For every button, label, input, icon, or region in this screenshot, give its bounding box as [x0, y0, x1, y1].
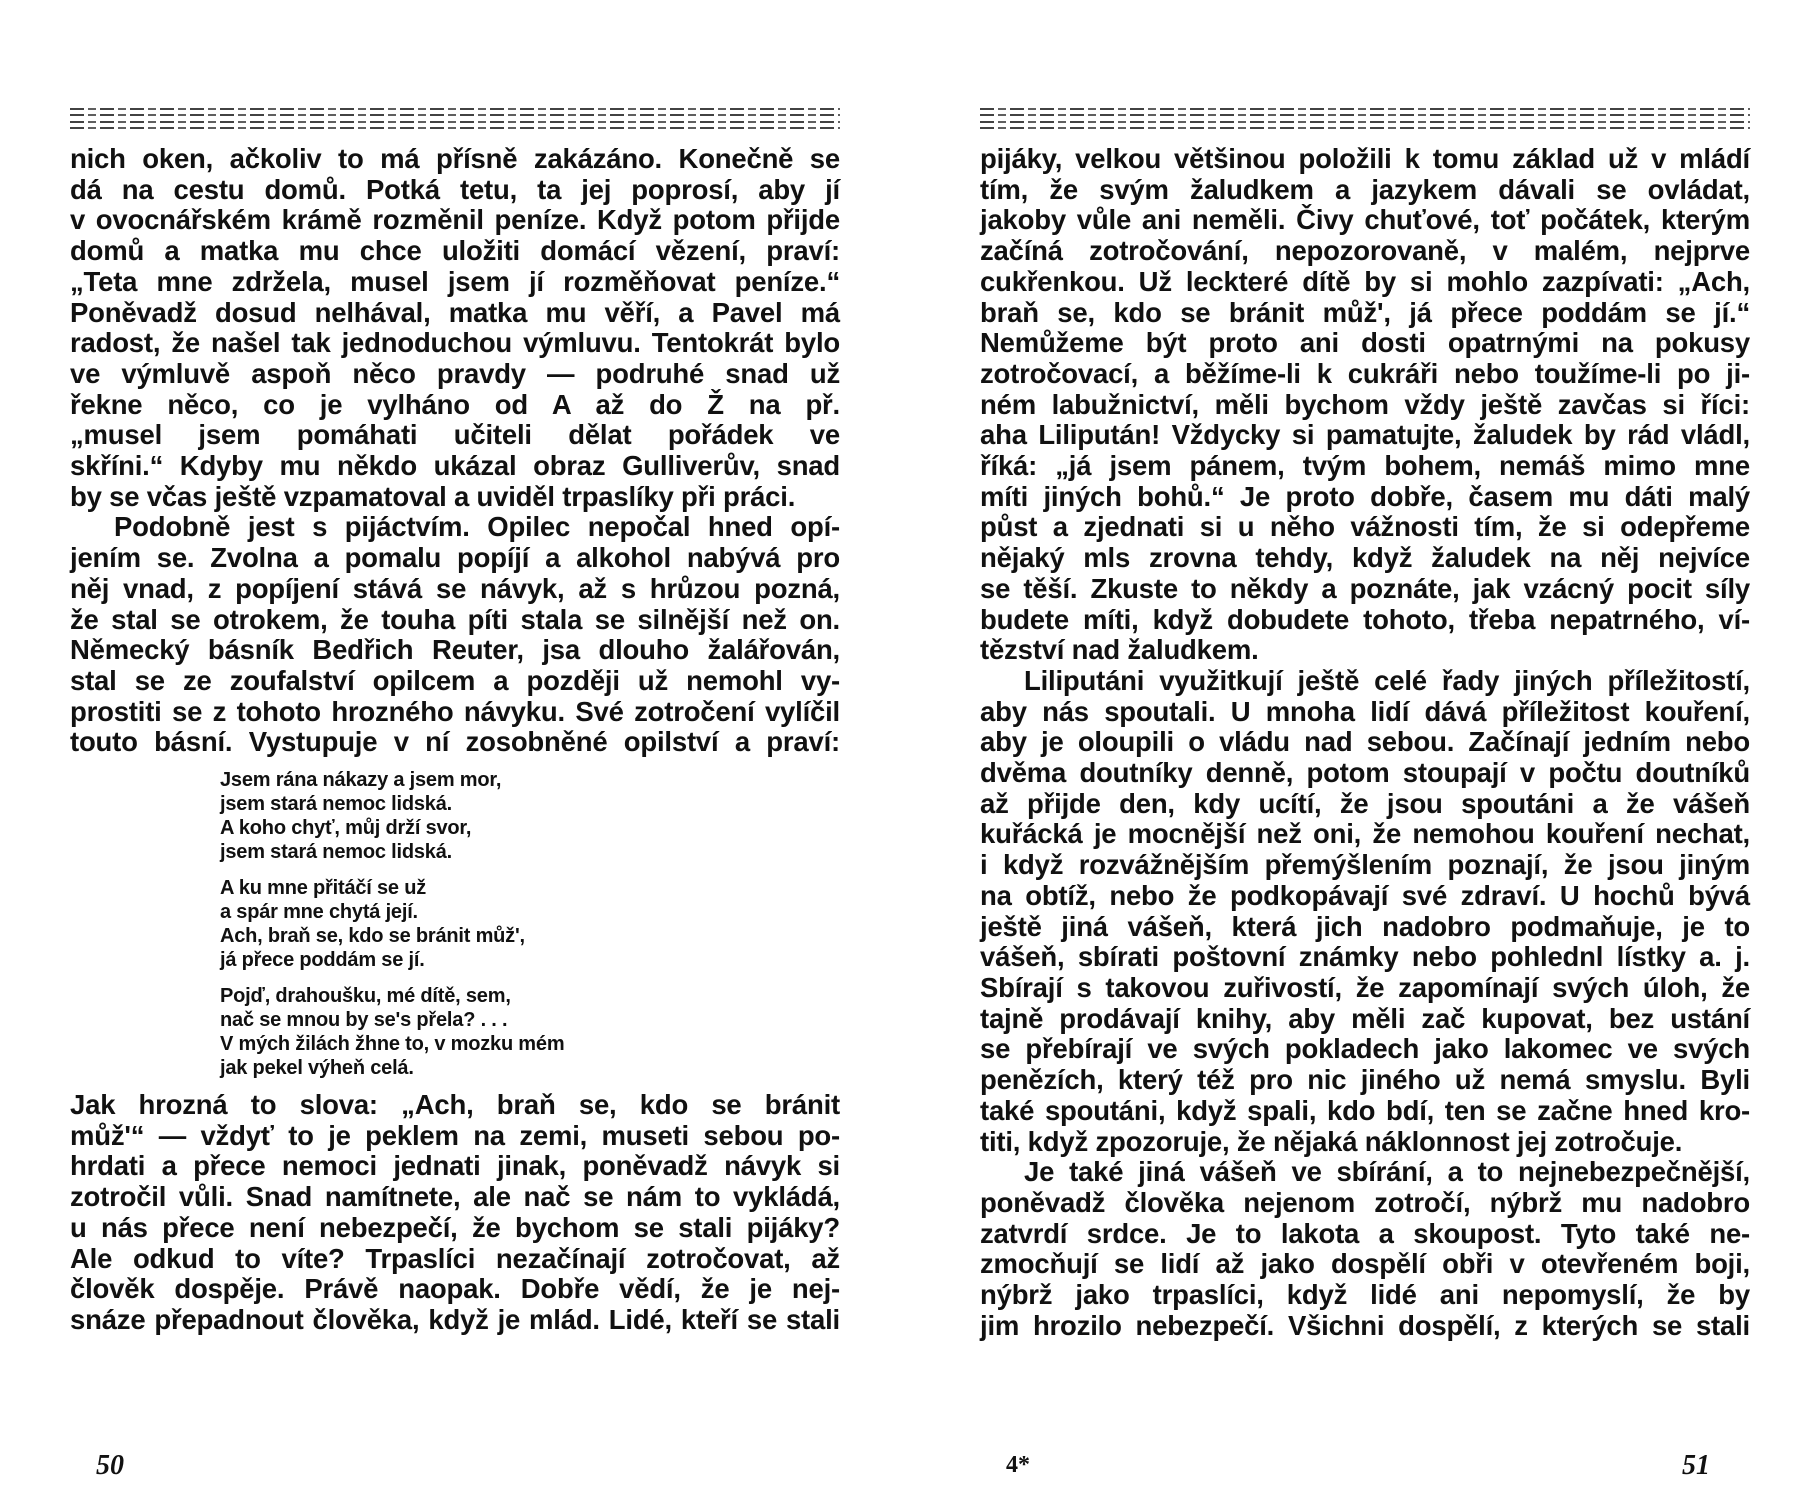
text-line: kuřácká je mocnější než oni, že nemohou kouření nechat, [980, 818, 1750, 850]
text-line: Poněvadž dosud nelhával, matka mu věří, a Pavel má [70, 296, 840, 328]
text-line: aha Lilipután! Vždycky si pamatujte, žaludek by rád vládl, [980, 419, 1750, 451]
text-line: Nemůžeme být proto ani dosti opatrnými na pokusy [980, 327, 1750, 359]
text-line: nich oken, ačkoliv to má přísně zakázáno. Konečně se [70, 143, 840, 174]
text-line: titi, když zpozoruje, že nějaká náklonnost jej zotročuje. [980, 1125, 1683, 1157]
text-line: Ale odkud to víte? Trpaslíci nezačínají zotročovat, až [70, 1242, 840, 1274]
text-line: aby je oloupili o vládu nad sebou. Začínají jedním nebo [980, 726, 1750, 758]
text-line: člověk dospěje. Právě naopak. Dobře vědí, že je nej- [70, 1273, 840, 1305]
text-line: až přijde den, kdy ucítí, že jsou spoutáni a že vášeň [980, 787, 1750, 819]
text-line: míti jiných bohů.“ Je proto dobře, časem mu dáti malý [980, 480, 1750, 512]
left-page-text [70, 144, 840, 1336]
text-line: se přebírají ve svých pokladech jako lakomec ve svých [980, 1033, 1750, 1065]
left-paragraphs-before-poem [70, 144, 840, 758]
text-line: budete míti, když dobudete tohoto, třeba nepatrného, ví- [980, 603, 1750, 635]
left-paragraphs-after-poem [70, 1090, 840, 1336]
text-line: tajně prodávají knihy, aby měli zač kupovat, bez ustání [980, 1002, 1750, 1034]
text-line: by se včas ještě vzpamatoval a uviděl trpaslíky při práci. [70, 480, 796, 512]
text-line: „musel jsem pomáhati učiteli dělat pořádek ve [70, 419, 840, 451]
poem-line: jak pekel výheň celá. [220, 1057, 414, 1080]
header-ornament [70, 108, 840, 134]
text-line: i když rozvážnějším přemýšlením poznají, že jsou jiným [980, 849, 1750, 881]
text-line: v ovocnářském krámě rozměnil peníze. Když potom přijde [70, 204, 840, 236]
text-line: Německý básník Bedřich Reuter, jsa dlouho žalářován, [70, 634, 840, 666]
poem-stanza [220, 768, 840, 864]
text-line: říká: „já jsem pánem, tvým bohem, nemáš mimo mne [980, 450, 1750, 482]
text-line: penězích, který též pro nic jiného už nemá smyslu. Byli [980, 1064, 1750, 1096]
poem [220, 768, 840, 1080]
text-line: aby nás spoutali. U mnoha lidí dává příležitost kouření, [980, 695, 1750, 727]
text-line: jakoby vůle ani neměli. Čivy chuťové, toť počátek, kterým [980, 204, 1750, 236]
text-line: pijáky, velkou většinou položili k tomu základ už v mládí [980, 143, 1750, 174]
right-page-text [980, 144, 1750, 1341]
poem-stanza [220, 984, 840, 1080]
poem-stanza [220, 876, 840, 972]
poem-line: nač se mnou by se's přela? . . . [220, 1009, 508, 1032]
text-line: „Teta mne zdržela, musel jsem jí rozměňovat peníze.“ [70, 265, 840, 297]
text-line: tězství nad žaludkem. [980, 634, 1259, 666]
text-line: hrdati a přece nemoci jednati jinak, poněvadž návyk si [70, 1150, 840, 1182]
text-line: nějaký mls zrovna tehdy, když žaludek na něj nejvíce [980, 542, 1750, 574]
poem-line: já přece poddám se jí. [220, 949, 425, 972]
text-line: poněvadž člověka nejenom zotročí, nýbrž mu nadobro [980, 1186, 1750, 1218]
text-line: prostiti se z tohoto hrozného návyku. Své zotročení vylíčil [70, 695, 840, 727]
text-line: zmocňují se lidí až jako dospělí obři v otevřeném boji, [980, 1248, 1750, 1280]
text-line: zotročil vůli. Snad namítnete, ale nač se nám to vykládá, [70, 1181, 840, 1213]
text-line: domů a matka mu chce uložiti domácí vězení, praví: [70, 235, 840, 267]
text-line: braň se, kdo se bránit můž', já přece poddám se jí.“ [980, 296, 1750, 328]
poem-line: Ach, braň se, kdo se bránit můž', [220, 925, 525, 948]
text-line: na obtíž, nebo že podkopávají své zdraví. U hochů bývá [980, 879, 1750, 911]
text-line: jením se. Zvolna a pomalu popíjí a alkohol nabývá pro [70, 542, 840, 574]
text-line: zotročovací, a běžíme-li k cukráři nebo toužíme-li po ji- [980, 357, 1750, 389]
text-line: ještě jiná vášeň, která jich nadobro podmaňuje, je to [980, 910, 1750, 942]
text-line: začíná zotročování, nepozorovaně, v malém, nejprve [980, 235, 1750, 267]
page-number-right: 51 [1682, 1450, 1710, 1481]
text-line: zatvrdí srdce. Je to lakota a skoupost. Tyto také ne- [980, 1217, 1750, 1249]
text-line: nýbrž jako trpaslíci, když lidé ani nepomyslí, že by [980, 1279, 1750, 1311]
text-line: Podobně jest s pijáctvím. Opilec nepočal hned opí- [114, 511, 840, 543]
right-page [980, 0, 1750, 1500]
text-line: dá na cestu domů. Potká tetu, ta jej poprosí, aby jí [70, 173, 840, 205]
page-number-left: 50 [96, 1450, 124, 1481]
text-line: Je také jiná vášeň ve sbírání, a to nejnebezpečnější, [1024, 1156, 1750, 1188]
right-paragraphs [980, 144, 1750, 1341]
poem-line: Pojď, drahoušku, mé dítě, sem, [220, 985, 511, 1008]
text-line: u nás přece není nebezpečí, že bychom se stali pijáky? [70, 1211, 840, 1243]
text-line: Jak hrozná to slova: „Ach, braň se, kdo se bránit [70, 1089, 840, 1121]
poem-line: a spár mne chytá její. [220, 901, 418, 924]
text-line: touto básní. Vystupuje v ní zosobněné opilství a praví: [70, 726, 840, 758]
text-line: stal se ze zoufalství opilcem a později už nemohl vy- [70, 664, 840, 696]
text-line: půst a zjednati si u něho vážnosti tím, že si odepřeme [980, 511, 1750, 543]
text-line: snáze přepadnout člověka, když je mlád. Lidé, kteří se stali [70, 1303, 840, 1335]
text-line: řekne něco, co je vylháno od A až do Ž na př. [70, 388, 840, 420]
text-line: dvěma doutníky denně, potom stoupají v počtu doutníků [980, 757, 1750, 789]
poem-line: A koho chyť, můj drží svor, [220, 817, 472, 840]
poem-line: A ku mne přitáčí se už [220, 877, 427, 900]
text-line: Sbírají s takovou zuřivostí, že zapomínají svých úloh, že [980, 971, 1750, 1003]
text-line: Liliputáni využitkují ještě celé řady jiných příležitostí, [1024, 664, 1750, 696]
text-line: ve výmluvě aspoň něco pravdy — podruhé snad už [70, 357, 840, 389]
poem-line: Jsem rána nákazy a jsem mor, [220, 769, 502, 792]
poem-line: V mých žilách žhne to, v mozku mém [220, 1033, 565, 1056]
header-ornament [980, 108, 1750, 134]
left-page [70, 0, 840, 1500]
text-line: že stal se otrokem, že touha píti stala se silnější než on. [70, 603, 840, 635]
text-line: ném labužnictví, měli bychom vždy ještě zavčas si říci: [980, 388, 1750, 420]
text-line: radost, že našel tak jednoduchou výmluvu. Tentokrát bylo [70, 327, 840, 359]
text-line: také spoutáni, když spali, kdo bdí, ten se začne hned kro- [980, 1094, 1750, 1126]
text-line: vášeň, sbírati poštovní známky nebo pohlednl lístky a. j. [980, 941, 1750, 973]
text-line: něj vnad, z popíjení stává se návyk, až s hrůzou pozná, [70, 572, 840, 604]
text-line: se těší. Zkuste to někdy a poznáte, jak vzácný pocit síly [980, 572, 1750, 604]
text-line: cukřenkou. Už leckteré dítě by si mohlo zazpívati: „Ach, [980, 265, 1750, 297]
poem-line: jsem stará nemoc lidská. [220, 793, 452, 816]
text-line: jim hrozilo nebezpečí. Všichni dospělí, z kterých se stali [980, 1309, 1750, 1341]
text-line: skříni.“ Kdyby mu někdo ukázal obraz Gulliverův, snad [70, 450, 840, 482]
poem-line: jsem stará nemoc lidská. [220, 841, 452, 864]
signature-mark: 4* [1006, 1452, 1030, 1478]
text-line: tím, že svým žaludkem a jazykem dávali se ovládat, [980, 173, 1750, 205]
text-line: můž'“ — vždyť to je peklem na zemi, museti sebou po- [70, 1119, 840, 1151]
